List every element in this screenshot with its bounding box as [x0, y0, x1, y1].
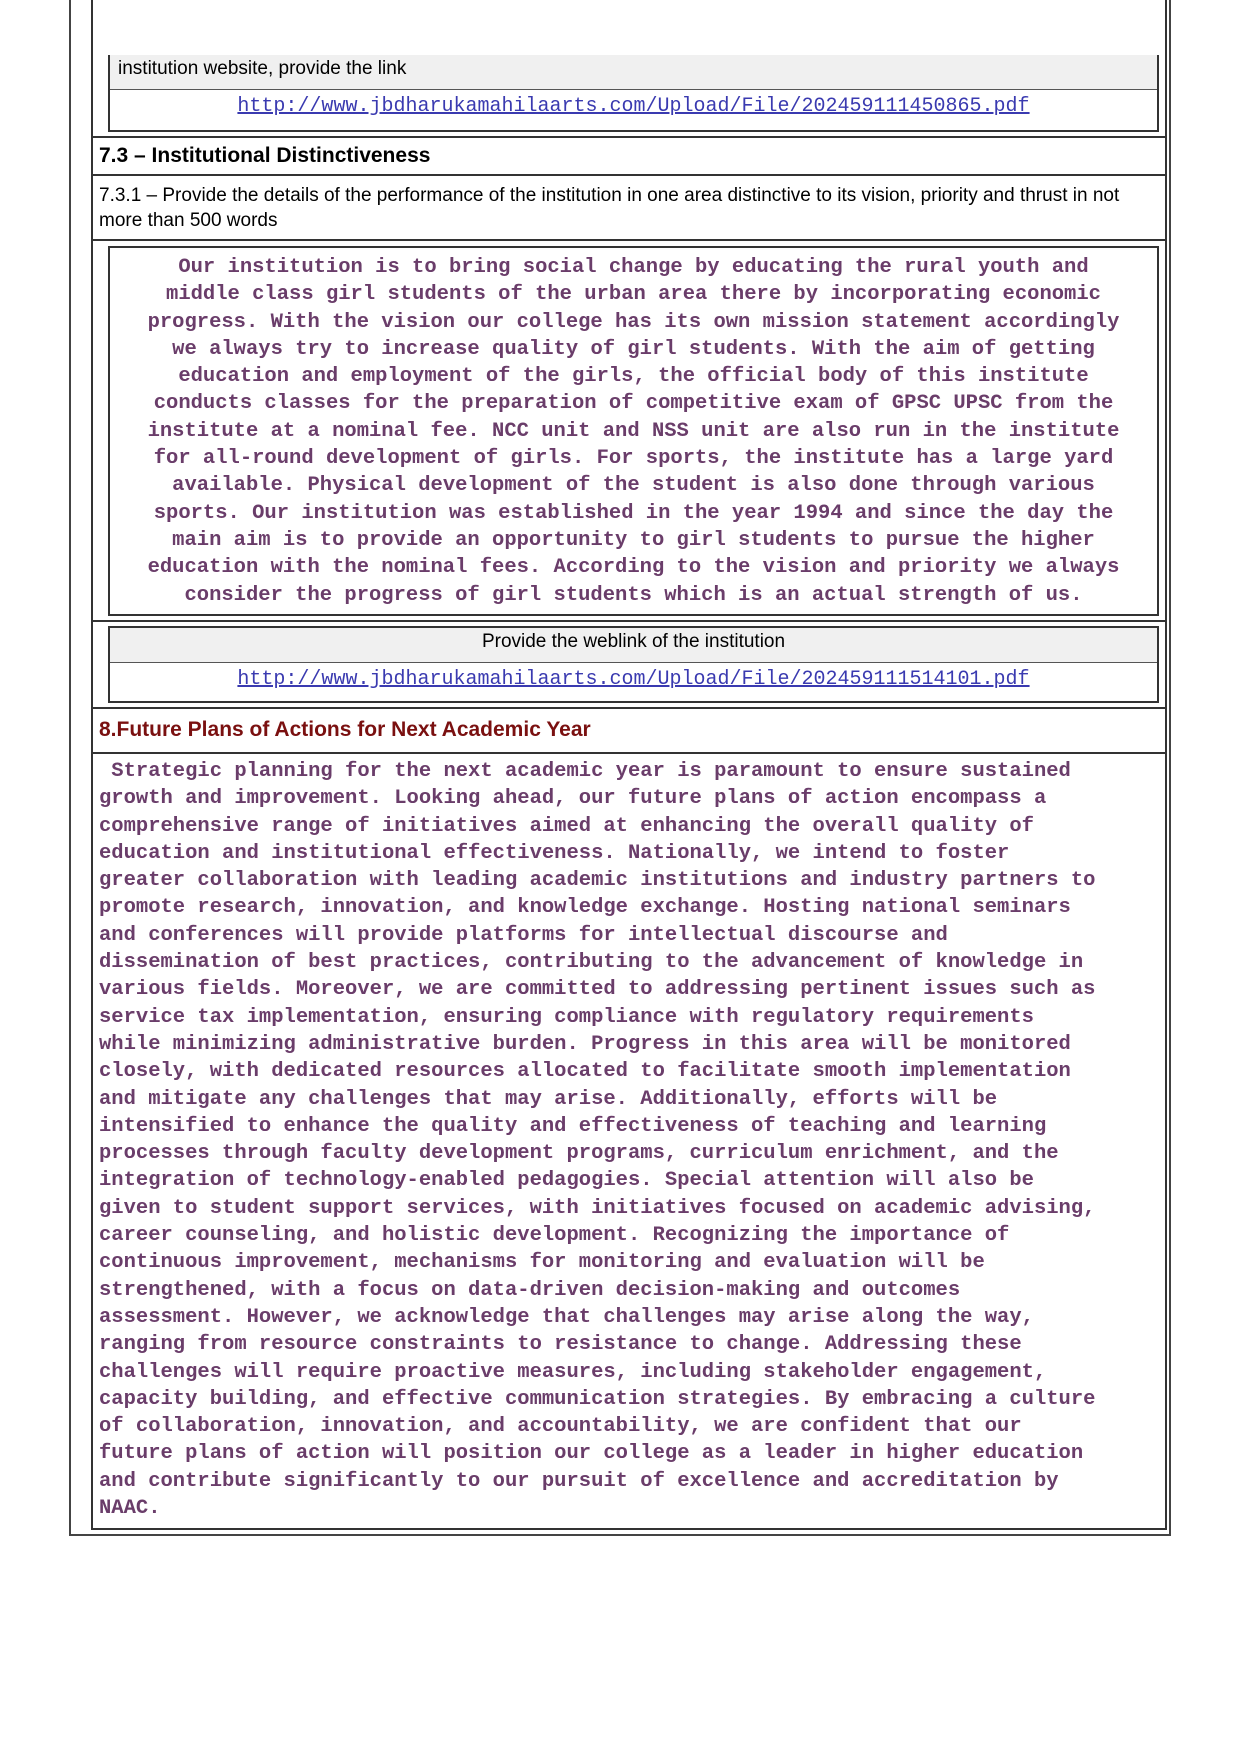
separator [91, 707, 1167, 709]
section-8-answer-area [99, 758, 1165, 1522]
separator [91, 136, 1167, 138]
answer-line: education and employment of the girls, the official body of this institute [178, 365, 1089, 389]
answer-line: while minimizing administrative burden. Progress in this area will be monitored [99, 1032, 1071, 1056]
answer-line: available. Physical development of the student is also done through various [172, 474, 1095, 498]
answer-line: and contribute significantly to our pursuit of excellence and accreditation by [99, 1469, 1059, 1493]
answer-line: conducts classes for the preparation of competitive exam of GPSC UPSC from the [153, 392, 1114, 416]
answer-line: of collaboration, innovation, and accountability, we are confident that our [99, 1415, 1022, 1439]
answer-line: various fields. Moreover, we are committed to addressing pertinent issues such as [99, 978, 1096, 1002]
separator [91, 1528, 1167, 1530]
answer-line: service tax implementation, ensuring compliance with regulatory requirements [99, 1005, 1034, 1029]
weblink-label: Provide the weblink of the institution [110, 628, 1157, 663]
answer-line: we always try to increase quality of girl students. With the aim of getting [172, 337, 1095, 361]
answer-line: challenges will require proactive measures, including stakeholder engagement, [99, 1360, 1047, 1384]
answer-line: ranging from resource constraints to resistance to change. Addressing these [99, 1333, 1022, 1357]
separator [91, 174, 1167, 176]
weblink[interactable]: http://www.jbdharukamahilaarts.com/Upload/File/202459111514101.pdf [237, 668, 1030, 691]
answer-line: and conferences will provide platforms for intellectual discourse and [99, 923, 948, 947]
answer-line: education and institutional effectiveness. Nationally, we intend to foster [99, 841, 1010, 865]
answer-line: processes through faculty development programs, curriculum enrichment, and the [99, 1142, 1059, 1166]
answer-line: comprehensive range of initiatives aimed at enhancing the overall quality of [99, 814, 1034, 838]
separator [91, 752, 1167, 754]
section-73-question: 7.3.1 – Provide the details of the performance of the institution in one area distinctive to its vision, priority and thrust in not more than 500 words [99, 185, 1120, 231]
answer-line: institute at a nominal fee. NCC unit and NSS unit are also run in the institute [147, 419, 1120, 443]
separator [91, 239, 1167, 241]
answer-line: closely, with dedicated resources allocated to facilitate smooth implementation [99, 1060, 1071, 1084]
top-link-row [110, 90, 1157, 124]
section-8-heading: 8.Future Plans of Actions for Next Academic Year [99, 718, 591, 741]
answer-line: and mitigate any challenges that may arise. Additionally, efforts will be [99, 1087, 998, 1111]
answer-line: progress. With the vision our college has its own mission statement accordingly [147, 310, 1120, 334]
answer-line: education with the nominal fees. According to the vision and priority we always [147, 556, 1120, 580]
section-8-answer [99, 758, 1165, 1522]
answer-line: promote research, innovation, and knowledge exchange. Hosting national seminars [99, 896, 1071, 920]
answer-line: middle class girl students of the urban area there by incorporating economic [166, 283, 1101, 307]
section-73-answer [110, 254, 1157, 609]
answer-line: sports. Our institution was established in the year 1994 and since the day the [153, 501, 1114, 525]
answer-line: Our institution is to bring social change by educating the rural youth and [178, 256, 1089, 279]
answer-line: dissemination of best practices, contributing to the advancement of knowledge in [99, 951, 1084, 975]
weblink-box [108, 626, 1159, 703]
top-link-label: institution website, provide the link [110, 55, 1157, 90]
answer-line: consider the progress of girl students which is an actual strength of us. [184, 583, 1083, 607]
answer-line: greater collaboration with leading academic institutions and industry partners to [99, 869, 1096, 893]
answer-line: integration of technology-enabled pedagogies. Special attention will also be [99, 1169, 1034, 1193]
answer-line: continuous improvement, mechanisms for monitoring and evaluation will be [99, 1251, 985, 1275]
answer-line: assessment. However, we acknowledge that challenges may arise along the way, [99, 1305, 1034, 1329]
answer-line: Strategic planning for the next academic year is paramount to ensure sustained [99, 760, 1071, 783]
answer-line: intensified to enhance the quality and effectiveness of teaching and learning [99, 1114, 1047, 1138]
answer-line: main aim is to provide an opportunity to girl students to pursue the higher [172, 528, 1095, 552]
answer-line: capacity building, and effective communication strategies. By embracing a culture [99, 1387, 1096, 1411]
answer-line: NAAC. [99, 1497, 161, 1521]
answer-line: future plans of action will position our college as a leader in higher education [99, 1442, 1084, 1466]
answer-line: growth and improvement. Looking ahead, our future plans of action encompass a [99, 787, 1047, 811]
answer-line: strengthened, with a focus on data-driven decision-making and outcomes [99, 1278, 961, 1302]
top-link[interactable]: http://www.jbdharukamahilaarts.com/Upload/File/202459111450865.pdf [237, 95, 1030, 118]
top-link-box [108, 55, 1159, 132]
section-73-answer-box [108, 246, 1159, 616]
answer-line: given to student support services, with initiatives focused on academic advising, [99, 1196, 1096, 1220]
answer-line: for all-round development of girls. For sports, the institute has a large yard [153, 447, 1114, 471]
separator [91, 620, 1167, 622]
answer-line: career counseling, and holistic development. Recognizing the importance of [99, 1224, 1010, 1248]
section-73-heading: 7.3 – Institutional Distinctiveness [99, 144, 431, 167]
weblink-row [110, 663, 1157, 697]
